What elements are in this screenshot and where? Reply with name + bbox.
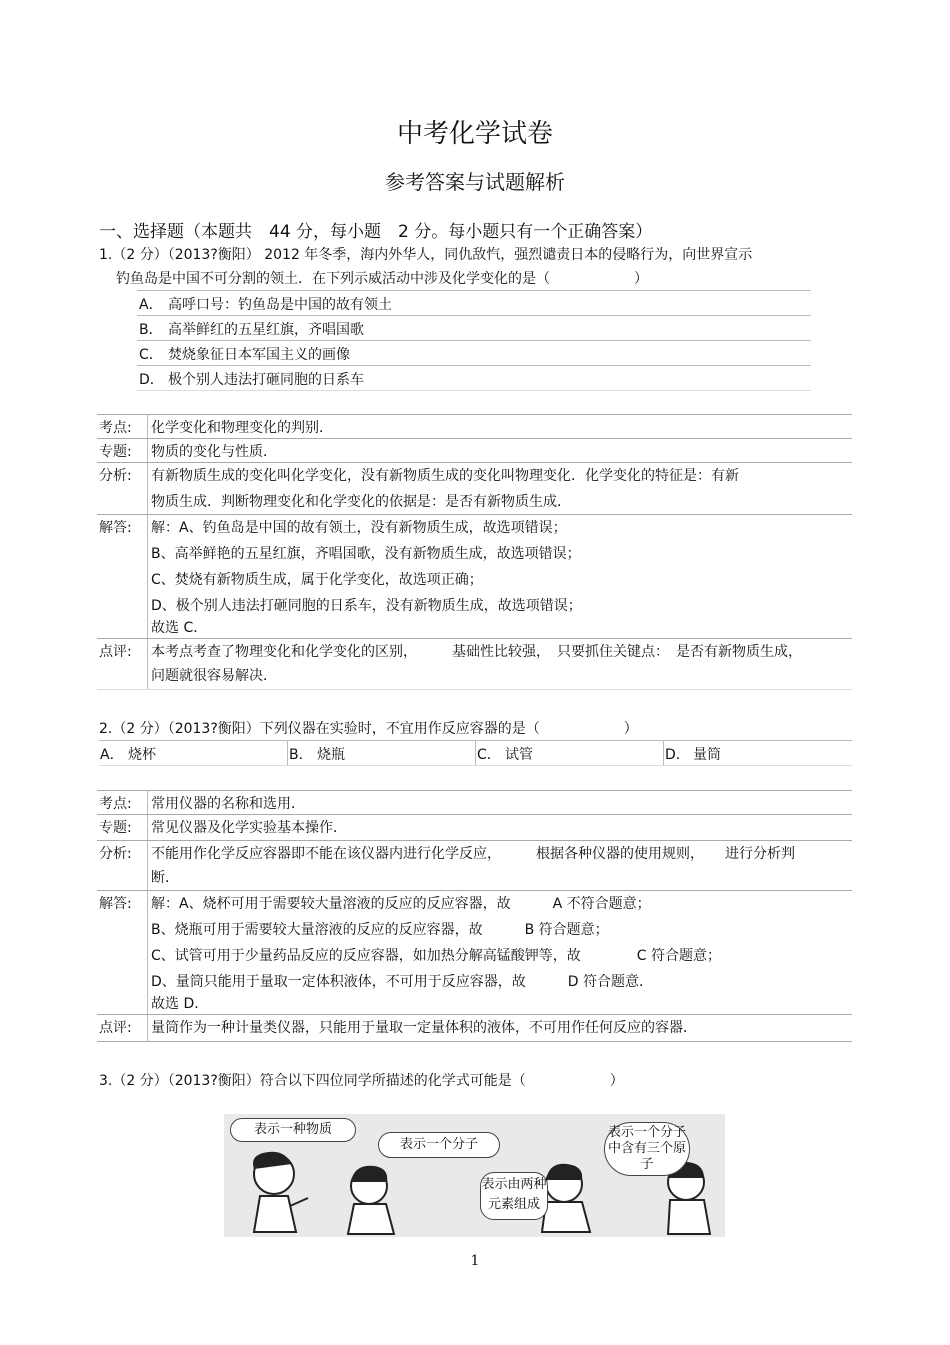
row-text: 有新物质生成的变化叫化学变化，没有新物质生成的变化叫物理变化．化学变化的特征是：有新 [151, 468, 739, 484]
q1-stem-line1: 1.（2 分）（2013?衡阳） 2012 年冬季，海内外华人，同仇敌忾，强烈谴责日本的侵略行为，向世界宣示 [99, 247, 753, 263]
row-text: B、高举鲜艳的五星红旗，齐唱国歌，没有新物质生成，故选项错误； [151, 546, 581, 562]
row-text: C、试管可用于少量药品反应的反应容器，如加热分解高锰酸钾等，故 C 符合题意； [151, 948, 721, 964]
option-text: 烧杯 [128, 747, 156, 763]
row-text: 不能用作化学反应容器即不能在该仪器内进行化学反应， 根据各种仪器的使用规则， 进行分析判 [151, 846, 795, 862]
q2-dianping-row [97, 1014, 852, 1042]
row-text: 断． [151, 870, 179, 886]
option-text: 量筒 [693, 747, 721, 763]
speech-bubble: 表示一个分子中含有三个原子 [604, 1122, 690, 1176]
row-label: 点评: [99, 1020, 132, 1036]
row-text: 化学变化和物理变化的判别． [151, 420, 333, 436]
page-title: 中考化学试卷 [396, 119, 553, 149]
row-text: 常见仪器及化学实验基本操作． [151, 820, 347, 836]
row-text: 故选 C． [151, 620, 208, 636]
option-text: 焚烧象征日本军国主义的画像 [168, 347, 350, 363]
q2-fenxi-row [97, 840, 852, 891]
speech-bubble: 表示由两种元素组成 [480, 1172, 548, 1220]
q3-stem: 3.（2 分）（2013?衡阳）符合以下四位同学所描述的化学式可能是（ ） [99, 1073, 624, 1089]
page-subtitle: 参考答案与试题解析 [385, 170, 565, 194]
option-text: 极个别人违法打砸同胞的日系车 [168, 372, 364, 388]
row-label: 考点: [99, 796, 132, 812]
row-label: 专题: [99, 820, 132, 836]
option-text: 烧瓶 [317, 747, 345, 763]
speech-bubble: 表示一个分子 [378, 1132, 500, 1158]
q1-option-b [137, 315, 811, 341]
row-label: 解答: [99, 520, 132, 536]
row-label: 点评: [99, 644, 132, 660]
option-label: A． [100, 747, 124, 763]
row-label: 分析: [99, 468, 132, 484]
option-text: 试管 [505, 747, 533, 763]
row-label: 考点: [99, 420, 132, 436]
row-text: 本考点考查了物理变化和化学变化的区别， 基础性比较强， 只要抓住关键点： 是否有新物质生成， [151, 644, 802, 660]
speech-bubble: 表示一种物质 [230, 1118, 356, 1142]
q2-options [99, 740, 852, 766]
q1-option-c [137, 340, 811, 366]
page-number: 1 [470, 1253, 480, 1269]
cartoon-illustration [224, 1114, 725, 1237]
q2-jieda-row [97, 890, 852, 1015]
row-text: 故选 D． [151, 996, 209, 1012]
section-heading: 一、选择题（本题共 44 分，每小题 2 分。每小题只有一个正确答案） [99, 222, 653, 242]
option-label: D． [665, 747, 690, 763]
row-text: D、极个别人违法打砸同胞的日系车，没有新物质生成，故选项错误； [151, 598, 582, 614]
row-label: 分析: [99, 846, 132, 862]
option-label: A． [139, 297, 163, 313]
q1-option-d [137, 365, 811, 391]
q1-option-a [137, 290, 811, 316]
q2-kaodian-row [97, 790, 852, 815]
option-text: 高举鲜红的五星红旗，齐唱国歌 [168, 322, 364, 338]
row-text: D、量筒只能用于量取一定体积液体，不可用于反应容器，故 D 符合题意． [151, 974, 654, 990]
row-text: 解：A、烧杯可用于需要较大量溶液的反应的反应容器，故 A 不符合题意； [151, 896, 651, 912]
q1-stem-line2: 钓鱼岛是中国不可分割的领土．在下列示威活动中涉及化学变化的是（ ） [116, 271, 648, 287]
row-text: C、焚烧有新物质生成，属于化学变化，故选项正确； [151, 572, 483, 588]
option-label: B． [289, 747, 313, 763]
row-label: 专题: [99, 444, 132, 460]
q1-dianping-row [97, 638, 852, 690]
q2-zhuanti-row [97, 814, 852, 841]
q1-fenxi-row [97, 462, 852, 515]
row-text: 物质生成．判断物理变化和化学变化的依据是：是否有新物质生成． [151, 494, 571, 510]
option-label: D． [139, 372, 164, 388]
option-label: C． [139, 347, 163, 363]
row-text: 问题就很容易解决． [151, 668, 277, 684]
q2-stem: 2.（2 分）（2013?衡阳）下列仪器在实验时，不宜用作反应容器的是（ ） [99, 721, 638, 737]
option-text: 高呼口号：钓鱼岛是中国的故有领土 [168, 297, 392, 313]
row-label: 解答: [99, 896, 132, 912]
option-label: B． [139, 322, 163, 338]
row-text: 物质的变化与性质． [151, 444, 277, 460]
q1-kaodian-row [97, 414, 852, 439]
option-label: C． [477, 747, 501, 763]
row-text: B、烧瓶可用于需要较大量溶液的反应的反应容器，故 B 符合题意； [151, 922, 609, 938]
q1-jieda-row [97, 514, 852, 639]
row-text: 量筒作为一种计量类仪器，只能用于量取一定量体积的液体，不可用作任何反应的容器． [151, 1020, 697, 1036]
row-text: 常用仪器的名称和选用． [151, 796, 305, 812]
row-text: 解：A、钓鱼岛是中国的故有领土，没有新物质生成，故选项错误； [151, 520, 567, 536]
q1-zhuanti-row [97, 438, 852, 463]
